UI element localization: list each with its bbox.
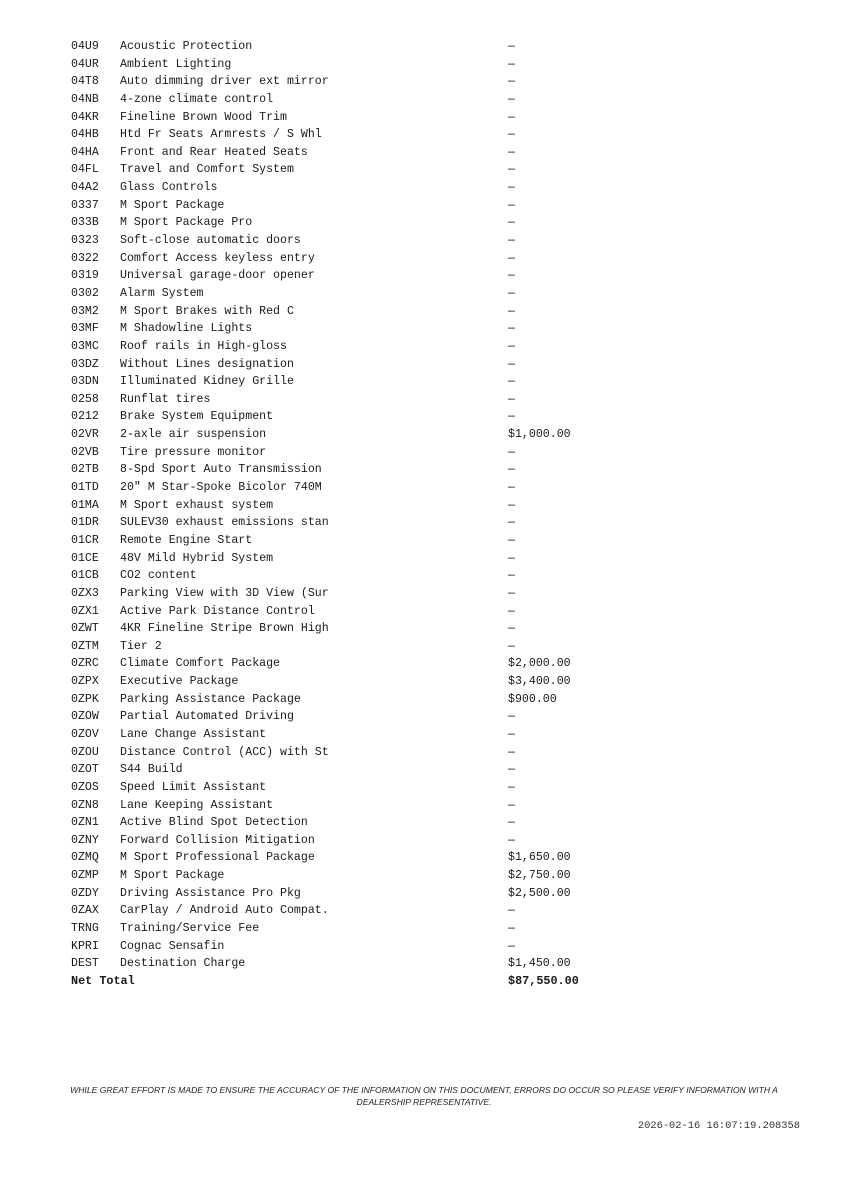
option-description: Driving Assistance Pro Pkg — [120, 886, 301, 900]
option-price: — — [508, 904, 515, 918]
option-price: — — [508, 939, 515, 953]
option-price: — — [508, 586, 515, 600]
option-row — [71, 814, 631, 832]
option-code: 0319 — [71, 269, 99, 283]
option-description: M Sport Professional Package — [120, 851, 315, 865]
option-price: — — [508, 216, 515, 230]
option-description: Remote Engine Start — [120, 533, 253, 547]
option-row — [71, 603, 631, 621]
option-code: 033B — [71, 216, 99, 230]
option-row — [71, 126, 631, 144]
option-code: 02VR — [71, 428, 99, 442]
option-description: Destination Charge — [120, 957, 246, 971]
option-code: 0ZN8 — [71, 798, 99, 812]
option-row — [71, 214, 631, 232]
option-price: — — [508, 392, 515, 406]
option-price: — — [508, 128, 515, 142]
option-code: 04A2 — [71, 181, 99, 195]
option-code: 0322 — [71, 251, 99, 265]
options-list — [71, 38, 631, 991]
option-price: — — [508, 445, 515, 459]
option-price: — — [508, 339, 515, 353]
option-description: Tier 2 — [120, 639, 162, 653]
option-row — [71, 373, 631, 391]
option-row — [71, 161, 631, 179]
option-code: 04FL — [71, 163, 99, 177]
option-description: Speed Limit Assistant — [120, 780, 267, 794]
option-code: 04UR — [71, 57, 99, 71]
option-price: — — [508, 745, 515, 759]
option-row — [71, 726, 631, 744]
option-code: 04U9 — [71, 40, 99, 53]
option-description: Alarm System — [120, 286, 204, 300]
option-description: Cognac Sensafin — [120, 939, 225, 953]
option-row — [71, 197, 631, 215]
option-code: 0ZX3 — [71, 586, 99, 600]
option-row — [71, 338, 631, 356]
option-description: Distance Control (ACC) with St — [120, 745, 329, 759]
disclaimer-text: WHILE GREAT EFFORT IS MADE TO ENSURE THE ACCURACY OF THE INFORMATION ON THIS DOCUMENT, ERRORS DO OCCUR SO PLEASE VERIFY INFORMATION WITH A DEALERSHIP REPRESENTATIVE. — [70, 1085, 778, 1107]
option-price: — — [508, 533, 515, 547]
option-description: Travel and Comfort System — [120, 163, 294, 177]
option-description: Partial Automated Driving — [120, 710, 294, 724]
option-description: Acoustic Protection — [120, 40, 253, 53]
option-code: 0ZWT — [71, 622, 99, 636]
option-row — [71, 832, 631, 850]
option-price: $1,650.00 — [508, 851, 571, 865]
option-price: — — [508, 163, 515, 177]
option-code: 0212 — [71, 410, 99, 424]
option-description: Lane Change Assistant — [120, 727, 267, 741]
option-row — [71, 902, 631, 920]
option-row — [71, 779, 631, 797]
option-description: M Sport Package — [120, 869, 225, 883]
option-code: 0ZRC — [71, 657, 99, 671]
option-row — [71, 744, 631, 762]
option-code: 0337 — [71, 198, 99, 212]
option-price: — — [508, 375, 515, 389]
option-row — [71, 567, 631, 585]
option-price: — — [508, 234, 515, 248]
option-row — [71, 885, 631, 903]
option-code: 01CE — [71, 551, 99, 565]
option-price: — — [508, 357, 515, 371]
option-price: — — [508, 833, 515, 847]
option-price: — — [508, 40, 515, 53]
option-row — [71, 849, 631, 867]
option-row — [71, 461, 631, 479]
option-row — [71, 144, 631, 162]
option-code: 02TB — [71, 463, 99, 477]
option-description: 4-zone climate control — [120, 92, 274, 106]
option-description: 8-Spd Sport Auto Transmission — [120, 463, 322, 477]
option-row — [71, 444, 631, 462]
option-description: M Sport Package Pro — [120, 216, 253, 230]
option-price: — — [508, 269, 515, 283]
option-price: — — [508, 410, 515, 424]
option-row — [71, 109, 631, 127]
option-code: 0ZOW — [71, 710, 99, 724]
option-code: 0ZOV — [71, 727, 99, 741]
option-price: — — [508, 569, 515, 583]
option-price: — — [508, 710, 515, 724]
option-price: $3,400.00 — [508, 675, 571, 689]
option-price: — — [508, 286, 515, 300]
option-description: Lane Keeping Assistant — [120, 798, 274, 812]
option-description: Glass Controls — [120, 181, 218, 195]
option-price: — — [508, 551, 515, 565]
option-row — [71, 620, 631, 638]
option-code: 03MC — [71, 339, 99, 353]
option-row — [71, 73, 631, 91]
option-price: — — [508, 780, 515, 794]
option-price: — — [508, 798, 515, 812]
option-description: Runflat tires — [120, 392, 211, 406]
option-row — [71, 638, 631, 656]
option-row — [71, 920, 631, 938]
option-price: — — [508, 181, 515, 195]
option-price: $2,000.00 — [508, 657, 571, 671]
option-row — [71, 391, 631, 409]
option-price: — — [508, 57, 515, 71]
option-description: M Sport exhaust system — [120, 498, 274, 512]
option-row — [71, 285, 631, 303]
option-code: 0ZN1 — [71, 816, 99, 830]
option-row — [71, 303, 631, 321]
option-description: Auto dimming driver ext mirror — [120, 75, 329, 89]
option-description: Universal garage-door opener — [120, 269, 315, 283]
option-price: $1,000.00 — [508, 428, 571, 442]
option-price: — — [508, 604, 515, 618]
option-code: 0258 — [71, 392, 99, 406]
net-total-value: $87,550.00 — [508, 973, 579, 988]
option-description: Climate Comfort Package — [120, 657, 281, 671]
option-row — [71, 320, 631, 338]
option-price: $1,450.00 — [508, 957, 571, 971]
option-row — [71, 356, 631, 374]
option-row — [71, 797, 631, 815]
option-code: 01CB — [71, 569, 99, 583]
option-code: 0ZMP — [71, 869, 99, 883]
option-description: Parking Assistance Package — [120, 692, 301, 706]
option-row — [71, 426, 631, 444]
option-description: CarPlay / Android Auto Compat. — [120, 904, 329, 918]
option-row — [71, 655, 631, 673]
option-description: Executive Package — [120, 675, 239, 689]
option-description: Without Lines designation — [120, 357, 294, 371]
option-row — [71, 585, 631, 603]
option-code: 0ZMQ — [71, 851, 99, 865]
option-price: — — [508, 516, 515, 530]
option-price: — — [508, 145, 515, 159]
option-price: — — [508, 75, 515, 89]
option-code: 0ZOU — [71, 745, 99, 759]
option-description: S44 Build — [120, 763, 183, 777]
option-description: Fineline Brown Wood Trim — [120, 110, 287, 124]
option-price: — — [508, 92, 515, 106]
option-code: 0ZDY — [71, 886, 99, 900]
option-description: SULEV30 exhaust emissions stan — [120, 516, 329, 530]
option-row — [71, 550, 631, 568]
option-description: M Sport Brakes with Red C — [120, 304, 294, 318]
option-description: 48V Mild Hybrid System — [120, 551, 274, 565]
option-price: — — [508, 922, 515, 936]
option-description: Illuminated Kidney Grille — [120, 375, 294, 389]
option-description: Brake System Equipment — [120, 410, 274, 424]
option-row — [71, 673, 631, 691]
option-description: M Shadowline Lights — [120, 322, 253, 336]
option-code: 04T8 — [71, 75, 99, 89]
option-code: 04HA — [71, 145, 99, 159]
option-code: 03M2 — [71, 304, 99, 318]
option-row — [71, 691, 631, 709]
option-price: — — [508, 322, 515, 336]
option-description: Tire pressure monitor — [120, 445, 267, 459]
option-price: — — [508, 251, 515, 265]
option-description: Roof rails in High-gloss — [120, 339, 287, 353]
option-description: 4KR Fineline Stripe Brown High — [120, 622, 329, 636]
option-price: $900.00 — [508, 692, 557, 706]
option-row — [71, 56, 631, 74]
option-code: 0ZOT — [71, 763, 99, 777]
option-description: Forward Collision Mitigation — [120, 833, 315, 847]
option-description: M Sport Package — [120, 198, 225, 212]
option-price: — — [508, 727, 515, 741]
option-price: — — [508, 622, 515, 636]
option-description: 20" M Star-Spoke Bicolor 740M — [120, 481, 322, 495]
print-timestamp: 2026-02-16 16:07:19.208358 — [637, 1120, 800, 1132]
option-code: TRNG — [71, 922, 99, 936]
option-code: 0323 — [71, 234, 99, 248]
option-code: 0302 — [71, 286, 99, 300]
option-code: 0ZOS — [71, 780, 99, 794]
option-row — [71, 91, 631, 109]
option-code: 02VB — [71, 445, 99, 459]
option-price: — — [508, 304, 515, 318]
option-row — [71, 761, 631, 779]
option-code: 0ZPX — [71, 675, 99, 689]
option-row — [71, 955, 631, 973]
option-code: 03DN — [71, 375, 99, 389]
option-description: Parking View with 3D View (Sur — [120, 586, 329, 600]
option-row — [71, 38, 631, 56]
option-row — [71, 232, 631, 250]
option-description: Training/Service Fee — [120, 922, 260, 936]
option-price: $2,750.00 — [508, 869, 571, 883]
option-description: Htd Fr Seats Armrests / S Whl — [120, 128, 322, 142]
option-code: 01MA — [71, 498, 99, 512]
option-price: — — [508, 498, 515, 512]
net-total-label: Net Total — [71, 973, 135, 988]
option-row — [71, 938, 631, 956]
option-code: 0ZX1 — [71, 604, 99, 618]
option-price: — — [508, 816, 515, 830]
option-price: — — [508, 481, 515, 495]
option-price: — — [508, 463, 515, 477]
option-row — [71, 867, 631, 885]
option-row — [71, 514, 631, 532]
net-total-row — [71, 973, 631, 991]
option-code: 0ZAX — [71, 904, 99, 918]
option-description: Active Park Distance Control — [120, 604, 315, 618]
option-row — [71, 179, 631, 197]
option-description: Ambient Lighting — [120, 57, 232, 71]
option-code: 0ZTM — [71, 639, 99, 653]
option-code: KPRI — [71, 939, 99, 953]
option-price: — — [508, 763, 515, 777]
option-code: DEST — [71, 957, 99, 971]
option-price: — — [508, 639, 515, 653]
option-description: Comfort Access keyless entry — [120, 251, 315, 265]
option-row — [71, 267, 631, 285]
option-code: 01TD — [71, 481, 99, 495]
option-row — [71, 532, 631, 550]
option-code: 01CR — [71, 533, 99, 547]
option-code: 04NB — [71, 92, 99, 106]
option-description: Soft-close automatic doors — [120, 234, 301, 248]
option-code: 0ZPK — [71, 692, 99, 706]
option-row — [71, 408, 631, 426]
option-row — [71, 708, 631, 726]
option-description: 2-axle air suspension — [120, 428, 267, 442]
option-code: 03MF — [71, 322, 99, 336]
option-row — [71, 250, 631, 268]
option-price: $2,500.00 — [508, 886, 571, 900]
option-description: Active Blind Spot Detection — [120, 816, 308, 830]
option-price: — — [508, 110, 515, 124]
option-row — [71, 479, 631, 497]
option-code: 04KR — [71, 110, 99, 124]
option-code: 04HB — [71, 128, 99, 142]
option-description: Front and Rear Heated Seats — [120, 145, 308, 159]
option-row — [71, 497, 631, 515]
option-price: — — [508, 198, 515, 212]
option-code: 03DZ — [71, 357, 99, 371]
option-description: CO2 content — [120, 569, 197, 583]
option-code: 0ZNY — [71, 833, 99, 847]
option-code: 01DR — [71, 516, 99, 530]
